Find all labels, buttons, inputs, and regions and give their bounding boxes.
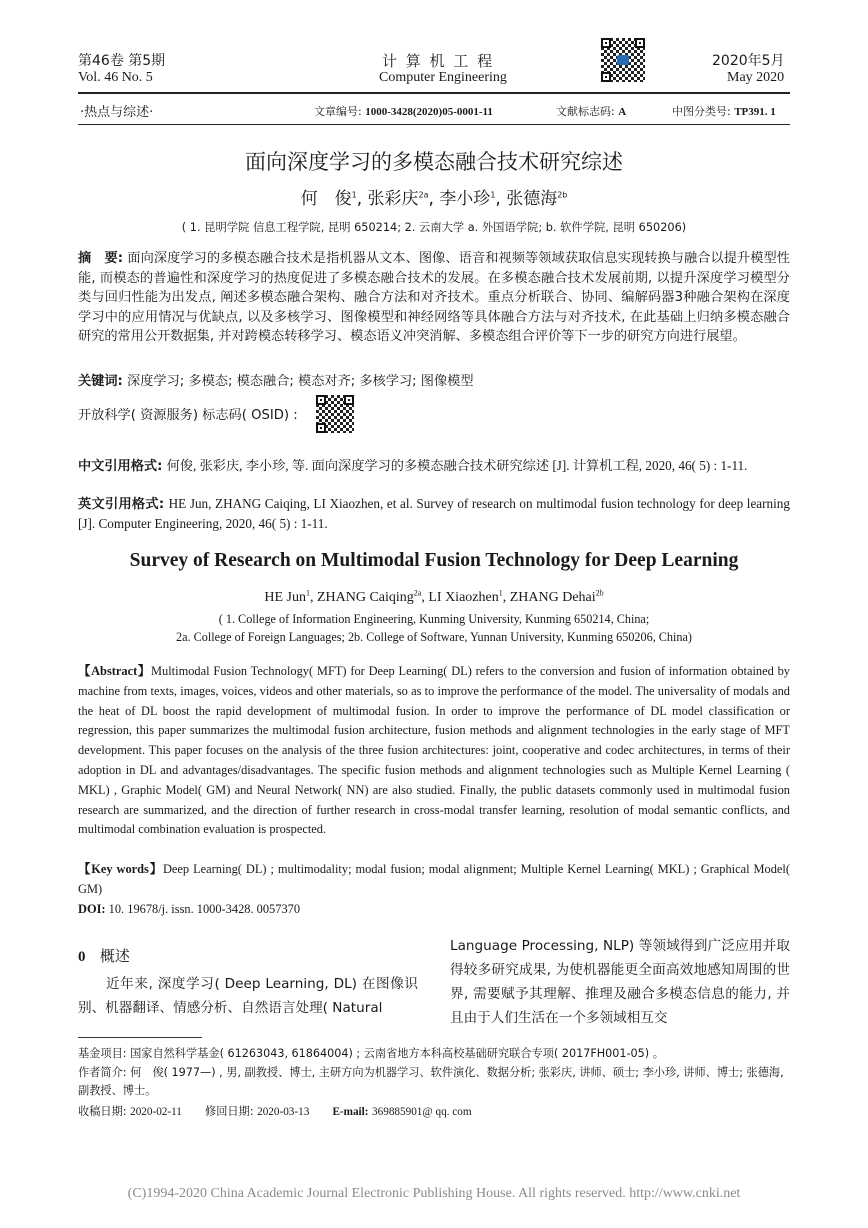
author-separator: ,	[428, 189, 440, 209]
document-code-label: 文献标志码:	[556, 105, 615, 118]
osid-label: 开放科学( 资源服务) 标志码( OSID) :	[78, 408, 298, 423]
authors-cn	[0, 184, 868, 209]
email-address[interactable]: 369885901@ qq. com	[372, 1106, 472, 1118]
column-label: ·热点与综述·	[80, 105, 154, 120]
article-number	[314, 103, 493, 119]
email-label: E-mail:	[332, 1106, 369, 1118]
footnote-rule	[78, 1037, 202, 1038]
journal-qr-code	[601, 38, 645, 82]
footnote-dates	[78, 1103, 472, 1119]
author-name: 何 俊	[300, 189, 352, 209]
author-affil-mark: 2b	[595, 588, 604, 598]
copyright-notice: (C)1994-2020 China Academic Journal Electronic Publishing House. All rights reserved. http://www.cnki.net	[127, 1186, 741, 1201]
keywords-cn	[78, 370, 474, 389]
doi-value: 10. 19678/j. issn. 1000-3428. 0057370	[108, 902, 301, 916]
abstract-en-text: Multimodal Fusion Technology( MFT) for Deep Learning( DL) refers to the conversion and fusion of information obtained by machine from texts, images, voices, videos and other materials, so as to improve the performance of the model. The universality of modals and the heat of DL boost the rapid development of multimodal fusion. In order to improve the performance of DL model classification or regression, this paper summarizes the multimodal fusion architecture, fusion methods and alignment technologies in the early stage of MFT development. This paper focuses on the analysis of the three fusion architectures: joint, cooperative and codec architectures, in terms of their adoption in DL and advantages/disadvantages. The specific fusion methods and alignment technologies such as Multiple Kernel Learning ( MKL) , Graphic Model( GM) and Neural Network( NN) are also studied. Finally, the public datasets commonly used in multimodal fusion research are summarized, and the direction of further research in cross-modal transfer learning, resolution of modal semantic conflicts, and multimodal combination evaluation is prospected.	[78, 664, 791, 837]
document-code	[556, 103, 626, 119]
abstract-cn-text: 面向深度学习的多模态融合技术是指机器从文本、图像、语音和视频等领域获取信息实现转换与融合以提升模型性能, 而模态的普遍性和深度学习的热度促进了多模态融合技术的发展。在多模态融合技术发展前期, 以提升深度学习模型分类与回归性能为出发点, 阐述多模态融合架构、融合方法和对齐技术。重点分析联合、协同、编解码器3种融合架构在深度学习中的应用情况与优缺点, 以及多核学习、图像模型和神经网络等具体融合方法与对齐技术, 在此基础上归纳多模态融合研究的常用公开数据集, 并对跨模态转移学习、模态语义冲突消解、多模态组合评价等下一步的研究方向进行展望。	[78, 251, 790, 345]
citation-en-label: 英文引用格式:	[78, 497, 165, 512]
author-name-en: LI Xiaozhen	[428, 590, 499, 605]
citation-en	[78, 494, 790, 534]
author-name: 李小珍	[439, 189, 491, 209]
article-number-label: 文章编号:	[314, 105, 362, 118]
volume-cn: 第46卷 第5期	[78, 53, 166, 69]
author-separator: ,	[495, 189, 507, 209]
volume-en: Vol. 46 No. 5	[78, 70, 153, 85]
footnote-author: 作者简介: 何 俊( 1977—) , 男, 副教授、博士, 主研方向为机器学习、软件演化、数据分析; 张彩庆, 讲师、硕士; 李小珍, 讲师、博士; 张德海, 副教授、博士。	[78, 1066, 784, 1097]
author-separator: ,	[356, 189, 368, 209]
author-affil-mark: 1	[490, 190, 496, 200]
author-separator: ,	[309, 590, 317, 605]
osid-qr-code[interactable]	[316, 395, 354, 433]
clc-number	[672, 103, 776, 119]
author-name: 张彩庆	[367, 189, 419, 209]
title-cn: 面向深度学习的多模态融合技术研究综述	[245, 150, 623, 174]
author-affil-mark: 1	[305, 588, 310, 598]
revised-date: 2020-03-13	[257, 1106, 310, 1118]
affiliation-en-line2: 2a. College of Foreign Languages; 2b. College of Software, Yunnan University, Kunming 650206, China)	[176, 630, 692, 644]
author-name-en: ZHANG Dehai	[509, 590, 596, 605]
body-text-right: Language Processing, NLP) 等领域得到广泛应用并取得较多研究成果, 为使机器能更全面高效地感知周围的世界, 需要赋予其理解、推理及融合多模态信息的能力, 并且由于人们生活在一个多领域相互交	[450, 938, 790, 1026]
keywords-en	[78, 860, 790, 900]
title-en: Survey of Research on Multimodal Fusion Technology for Deep Learning	[129, 550, 739, 571]
citation-en-text: HE Jun, ZHANG Caiqing, LI Xiaozhen, et al. Survey of research on multimodal fusion technology for deep learning [J]. Computer Engineering, 2020, 46( 5) : 1-11.	[78, 496, 790, 531]
affiliation-cn: ( 1. 昆明学院 信息工程学院, 昆明 650214; 2. 云南大学 a. 外国语学院; b. 软件学院, 昆明 650206)	[181, 221, 687, 234]
author-name: 张德海	[506, 189, 558, 209]
header-rule-thin	[78, 124, 790, 125]
author-affil-mark: 1	[351, 190, 357, 200]
body-text-left: 近年来, 深度学习( Deep Learning, DL) 在图像识别、机器翻译、情感分析、自然语言处理( Natural	[78, 976, 418, 1016]
abstract-cn	[78, 249, 790, 347]
author-affil-mark: 2b	[557, 190, 568, 200]
citation-cn-text: 何俊, 张彩庆, 李小珍, 等. 面向深度学习的多模态融合技术研究综述 [J]. 计算机工程, 2020, 46( 5) : 1-11.	[166, 458, 748, 473]
citation-cn	[78, 456, 790, 476]
revised-label: 修回日期:	[205, 1105, 254, 1118]
affiliation-en-line1: ( 1. College of Information Engineering, Kunming University, Kunming 650214, China;	[218, 612, 650, 626]
journal-name-en: Computer Engineering	[379, 70, 507, 85]
date-cn: 2020年5月	[712, 53, 785, 69]
keywords-cn-text: 深度学习; 多模态; 模态融合; 模态对齐; 多核学习; 图像模型	[127, 374, 474, 389]
authors-en	[0, 590, 868, 606]
citation-cn-label: 中文引用格式:	[78, 459, 163, 474]
author-affil-mark: 1	[498, 588, 503, 598]
doi-label: DOI:	[78, 902, 106, 916]
doi	[78, 902, 300, 917]
keywords-en-label: 【Key words】	[78, 862, 163, 876]
journal-name-cn: 计 算 机 工 程	[382, 52, 495, 70]
abstract-cn-label: 摘 要:	[78, 251, 124, 266]
section-number: 0	[78, 949, 86, 965]
keywords-cn-label: 关键词:	[78, 374, 123, 389]
header-rule	[78, 92, 790, 94]
keywords-en-text: Deep Learning( DL) ; multimodality; modal fusion; modal alignment; Multiple Kernel Learning( MKL) ; Graphical Model( GM)	[78, 862, 790, 896]
date-en: May 2020	[727, 70, 785, 85]
author-separator: ,	[421, 590, 429, 605]
author-name-en: HE Jun	[264, 590, 306, 605]
clc-value: TP391. 1	[734, 106, 776, 118]
footnote-fund: 基金项目: 国家自然科学基金( 61263043, 61864004) ; 云南省地方本科高校基础研究联合专项( 2017FH001-05) 。	[78, 1047, 664, 1060]
section-title: 概述	[99, 947, 130, 965]
author-name-en: ZHANG Caiqing	[316, 590, 414, 605]
author-affil-mark: 2a	[418, 190, 429, 200]
article-number-value: 1000-3428(2020)05-0001-11	[365, 106, 493, 118]
abstract-en-label: 【Abstract】	[78, 664, 152, 678]
author-affil-mark: 2a	[413, 588, 422, 598]
document-code-value: A	[618, 106, 627, 118]
clc-label: 中图分类号:	[672, 105, 731, 118]
abstract-en	[78, 662, 790, 840]
section-heading	[78, 945, 130, 966]
author-separator: ,	[502, 590, 510, 605]
received-label: 收稿日期:	[78, 1105, 127, 1118]
received-date: 2020-02-11	[130, 1106, 182, 1118]
